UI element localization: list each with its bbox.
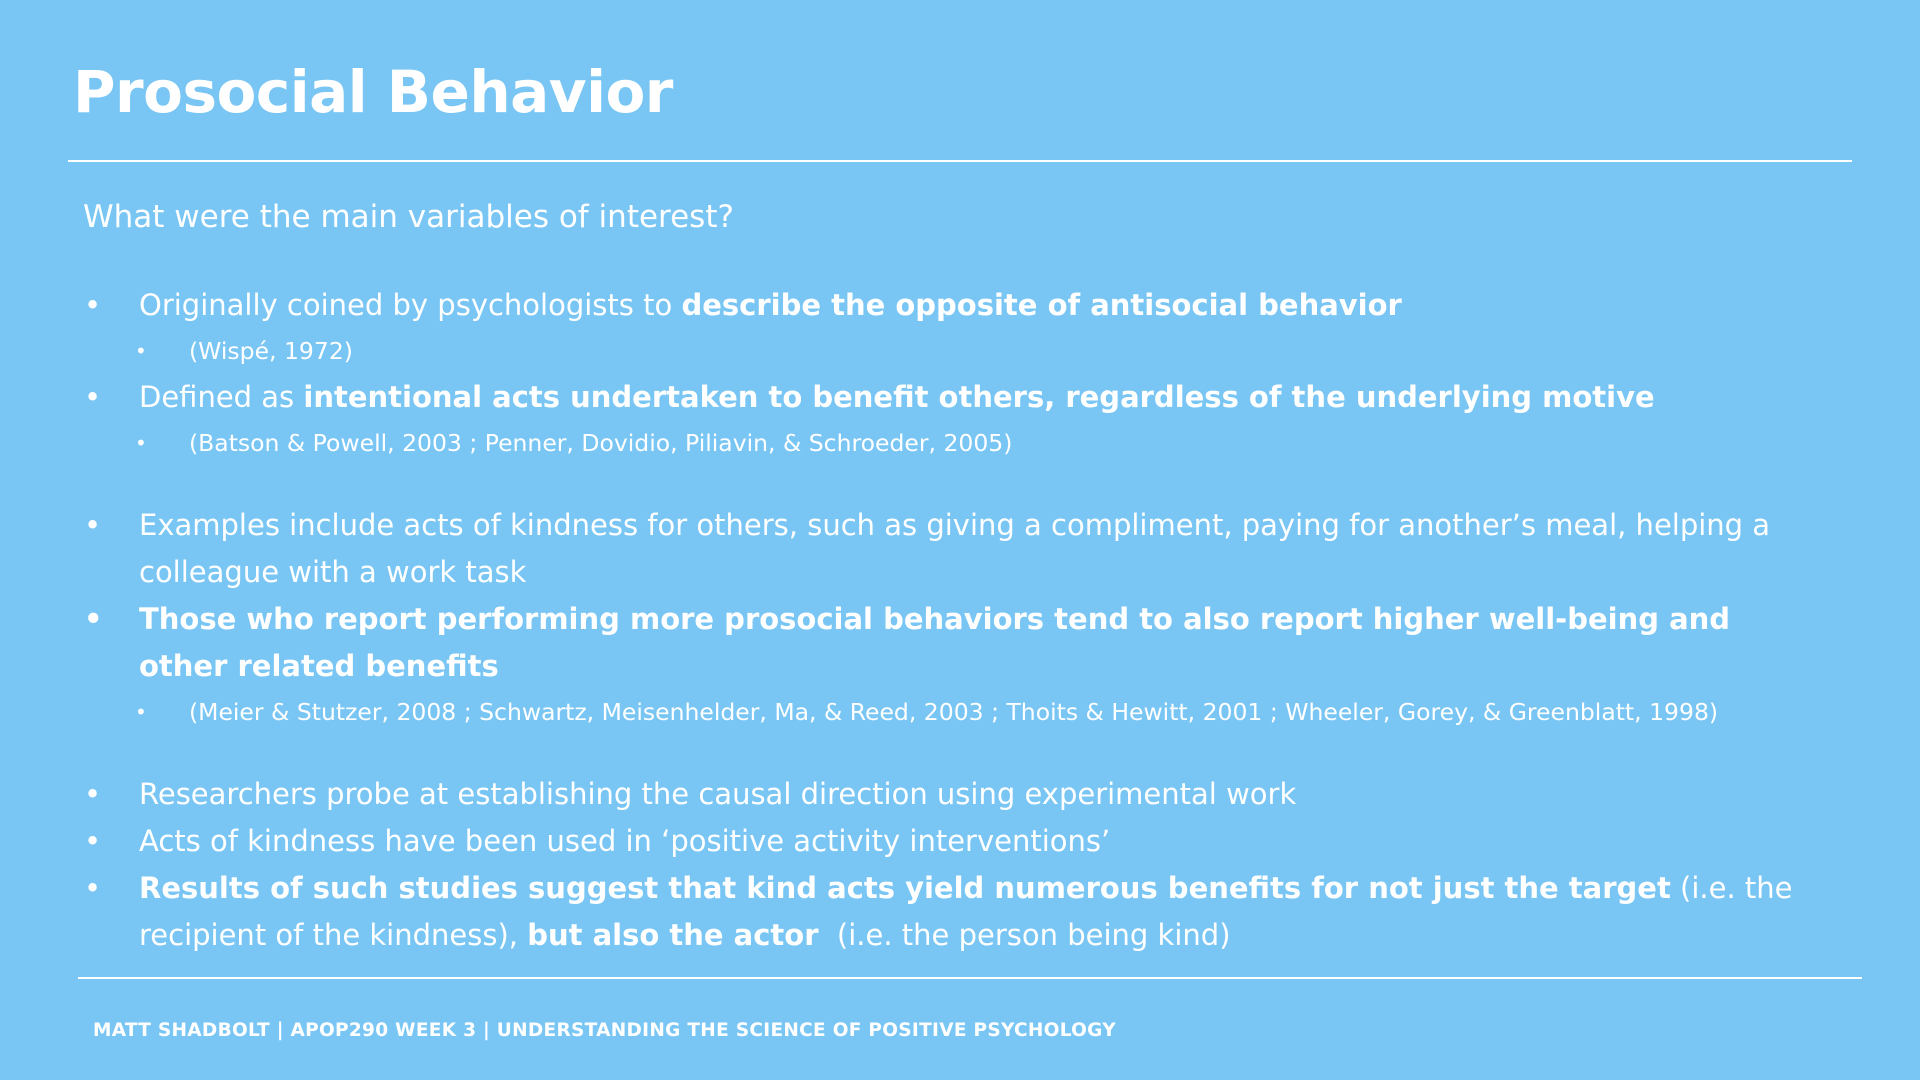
spacer — [0, 466, 1920, 502]
list-item — [0, 596, 1799, 690]
item-text-bold: describe the opposite of antisocial behavior — [681, 288, 1402, 322]
citation — [0, 693, 1869, 732]
bullet-icon: • — [84, 380, 102, 414]
bullet-list — [0, 282, 1920, 959]
citation-text: (Wispé, 1972) — [189, 337, 353, 365]
list-item — [0, 374, 1799, 421]
slide-title: Prosocial Behavior — [73, 58, 673, 126]
list-item — [0, 818, 1799, 865]
item-text: Examples include acts of kindness for others, such as giving a compliment, paying for another’s meal, helping a colleague with a work task — [139, 508, 1771, 589]
bullet-icon: • — [84, 871, 102, 905]
item-text-bold: but also the actor — [527, 918, 819, 952]
bullet-icon: • — [84, 777, 102, 811]
item-text: Originally coined by psychologists to — [139, 288, 682, 322]
item-text: Acts of kindness have been used in ‘positive activity interventions’ — [139, 824, 1111, 858]
bullet-icon: • — [135, 339, 147, 363]
slide-question: What were the main variables of interest? — [83, 199, 734, 235]
citation-text: (Batson & Powell, 2003 ; Penner, Dovidio, Piliavin, & Schroeder, 2005) — [189, 429, 1013, 457]
bullet-icon: • — [84, 602, 103, 636]
list-item — [0, 282, 1799, 329]
item-text: Researchers probe at establishing the causal direction using experimental work — [139, 777, 1297, 811]
bullet-icon: • — [84, 508, 102, 542]
bullet-icon: • — [84, 288, 102, 322]
bullet-icon: • — [135, 431, 147, 455]
item-text-bold: intentional acts undertaken to benefit others, regardless of the underlying motive — [303, 380, 1655, 414]
footer-divider — [78, 977, 1862, 979]
item-text: Defined as — [139, 380, 304, 414]
citation-text: (Meier & Stutzer, 2008 ; Schwartz, Meisenhelder, Ma, & Reed, 2003 ; Thoits & Hewitt, 2001 ; Wheeler, Gorey, & Greenblatt, 1998) — [189, 698, 1719, 726]
list-item — [0, 771, 1799, 818]
spacer — [0, 735, 1920, 771]
citation — [0, 424, 1869, 463]
item-text: (i.e. the person being kind) — [818, 918, 1231, 952]
slide-footer: MATT SHADBOLT | APOP290 WEEK 3 | UNDERSTANDING THE SCIENCE OF POSITIVE PSYCHOLOGY — [93, 1020, 1116, 1041]
bullet-icon: • — [84, 824, 102, 858]
item-text-bold: Results of such studies suggest that kind acts yield numerous benefits for not just the target — [139, 871, 1671, 905]
list-item — [0, 502, 1799, 596]
citation — [0, 332, 1869, 371]
list-item — [0, 865, 1799, 959]
item-text: (i.e. the recipient of the kindness), — [139, 871, 1793, 952]
item-text-bold: Those who report performing more prosocial behaviors tend to also report higher well-being and other related benefits — [139, 602, 1731, 683]
title-divider — [68, 160, 1852, 162]
bullet-icon: • — [135, 700, 147, 724]
